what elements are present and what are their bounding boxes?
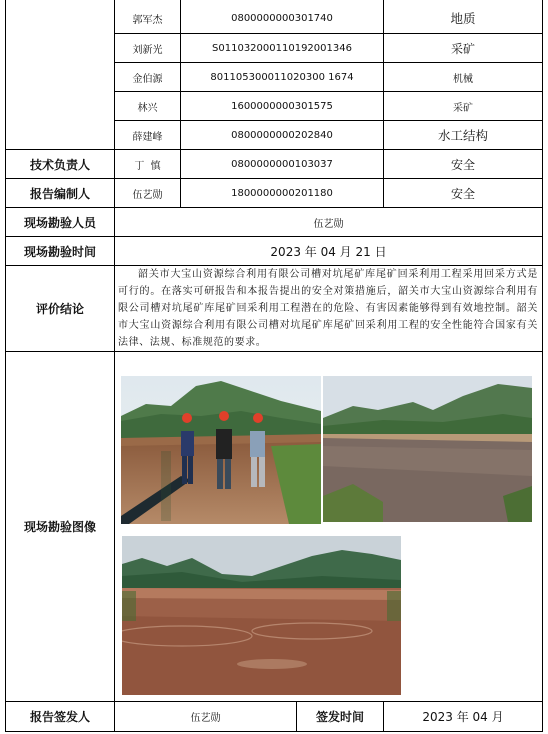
tech-lead-major: 安全 bbox=[450, 157, 475, 172]
tech-lead-name: 丁 慎 bbox=[134, 160, 161, 172]
conclusion-text: 韶关市大宝山资源综合利用有限公司槽对坑尾矿库尾矿回采利用工程采用回采方式是可行的。在落实可研报告和本报告提出的安全对策措施后，韶关市大宝山资源综合利用有限公司槽对坑尾矿库尾矿回采利用工程潜在的危险、有害因素能够得到有效地控制。韶关市大宝山资源综合利用有限公司槽对坑尾矿库尾矿回采利用工程的安全性能符合国家有关法律、法规、标准规范的要求。 bbox=[118, 269, 538, 348]
sign-time-label: 签发时间 bbox=[315, 710, 364, 724]
staff-name: 金伯源 bbox=[132, 73, 163, 85]
staff-name: 薛建峰 bbox=[132, 131, 163, 143]
staff-cert: 0800000000301740 bbox=[231, 12, 333, 24]
staff-cert: 0800000000202840 bbox=[231, 129, 333, 141]
staff-cert: 1600000000301575 bbox=[231, 100, 333, 112]
staff-major: 采矿 bbox=[450, 41, 475, 56]
staff-name: 郭军杰 bbox=[132, 14, 163, 26]
survey-time-value: 2023 年 04 月 21 日 bbox=[270, 244, 387, 259]
report-author-major: 安全 bbox=[450, 186, 475, 201]
conclusion-label: 评价结论 bbox=[35, 302, 84, 316]
survey-staff-label: 现场勘验人员 bbox=[23, 215, 96, 230]
site-photo-inspectors bbox=[121, 376, 321, 524]
site-photo-slope bbox=[323, 376, 532, 522]
signer-label: 报告签发人 bbox=[29, 710, 90, 724]
staff-major: 地质 bbox=[450, 11, 476, 26]
report-author-name: 伍艺勋 bbox=[132, 189, 163, 201]
staff-major: 机械 bbox=[453, 73, 473, 85]
report-author-label: 报告编制人 bbox=[29, 186, 90, 201]
staff-major: 采矿 bbox=[453, 102, 473, 114]
tech-lead-cert: 0800000000103037 bbox=[231, 158, 333, 170]
sign-time-value: 2023 年 04 月 bbox=[422, 710, 504, 724]
survey-images-label: 现场勘验图像 bbox=[23, 520, 96, 534]
survey-time-label: 现场勘验时间 bbox=[23, 244, 96, 259]
site-photo-tailings-pond bbox=[122, 536, 401, 695]
survey-staff-value: 伍艺勋 bbox=[313, 218, 344, 230]
report-author-cert: 1800000000201180 bbox=[231, 187, 333, 199]
staff-cert: S011032000110192001346 bbox=[212, 42, 352, 54]
staff-cert: 801105300011020300 1674 bbox=[210, 71, 354, 83]
staff-name: 林兴 bbox=[137, 102, 158, 114]
staff-name: 刘新光 bbox=[132, 44, 163, 56]
staff-major: 水工结构 bbox=[437, 128, 488, 143]
tech-lead-label: 技术负责人 bbox=[29, 157, 90, 172]
signer-value: 伍艺勋 bbox=[190, 713, 221, 724]
